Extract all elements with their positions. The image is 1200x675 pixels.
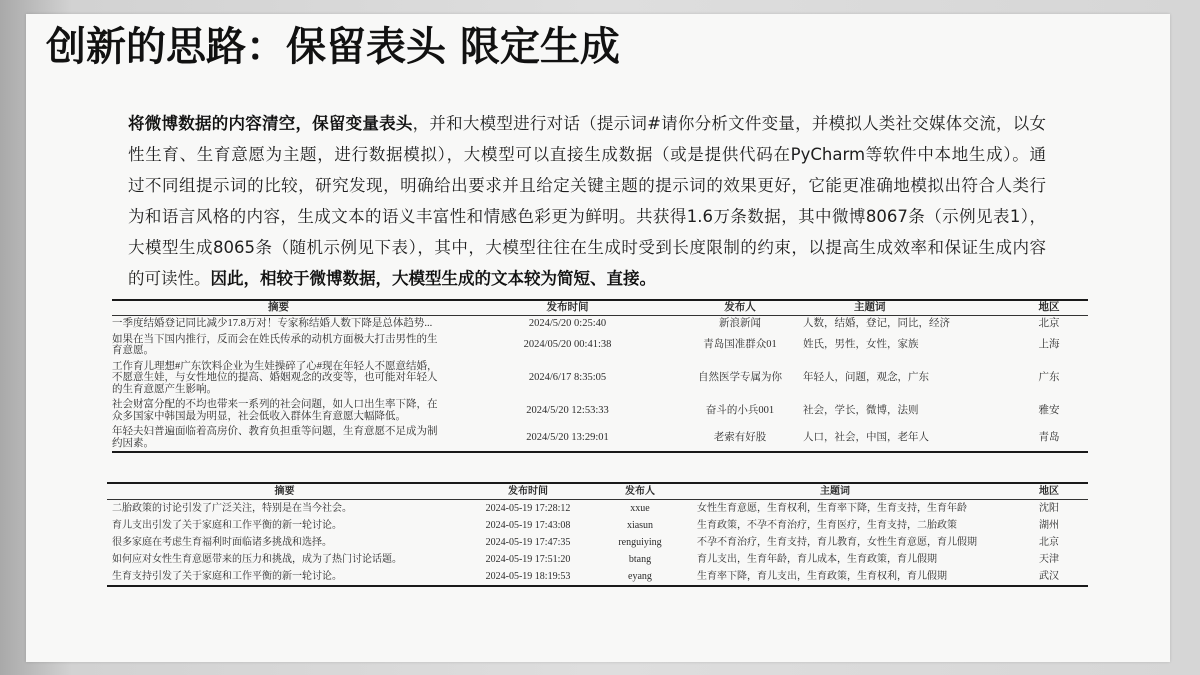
table-row: [107, 517, 1088, 534]
header-publisher: 发布人: [690, 300, 790, 316]
summary-cell: 社会财富分配的不均也带来一系列的社会问题，如人口出生率下降，在众多国家中韩国最为明显，社会低收入群体生育意愿大幅降低。: [112, 399, 438, 422]
intro-line-1: [128, 108, 1046, 139]
region-cell: 北京: [1038, 318, 1060, 329]
weibo-data-table: [112, 299, 1088, 453]
slide-title: 创新的思路：保留表头 限定生成: [46, 24, 620, 70]
intro-line-3: [128, 170, 1046, 201]
publisher-cell: renguiying: [618, 537, 662, 548]
summary-cell: 生育支持引发了关于家庭和工作平衡的新一轮讨论。: [112, 571, 342, 582]
llm-generated-data-table: [107, 482, 1088, 587]
publisher-cell: 自然医学专属为你: [698, 372, 782, 383]
region-cell: 湖州: [1039, 520, 1059, 531]
summary-cell: 年轻夫妇普遍面临着高房价、教育负担重等问题，生育意愿不足成为制约因素。: [112, 426, 438, 449]
summary-cell: 如果在当下国内推行，反而会在姓氏传承的动机方面极大打击男性的生育意愿。: [112, 333, 438, 356]
publish-time-cell: 2024-05-19 17:51:20: [485, 554, 571, 565]
keywords-cell: 人数，结婚，登记，同比，经济: [803, 318, 950, 329]
summary-cell: 一季度结婚登记同比减少17.8万对！专家称结婚人数下降是总体趋势...: [112, 318, 433, 329]
table-row: [107, 500, 1088, 518]
table-row: [112, 424, 1088, 452]
intro-line-4: [128, 201, 1046, 232]
intro-conclusion-text: 因此，相较于微博数据，大模型生成的文本较为简短、直接。: [210, 269, 656, 288]
table-header-row: [107, 483, 1088, 500]
region-cell: 天津: [1039, 554, 1059, 565]
keywords-cell: 不孕不育治疗，生育支持，育儿教育，女性生育意愿，育儿假期: [697, 537, 977, 548]
region-cell: 武汉: [1039, 571, 1059, 582]
intro-text: 大模型生成8065条（随机示例见下表），其中，大模型往往在生成时受到长度限制的约束，以提高生成效率和保证生成内容: [128, 238, 1046, 257]
summary-cell: 二胎政策的讨论引发了广泛关注，特别是在当今社会。: [112, 503, 352, 514]
keywords-cell: 人口，社会，中国，老年人: [803, 431, 929, 443]
header-region: 地区: [1010, 300, 1088, 316]
intro-emphasis-text: 将微博数据的内容清空，保留变量表头: [128, 114, 413, 133]
header-publish-time: 发布时间: [445, 300, 690, 316]
publisher-cell: 老索有好股: [713, 431, 767, 443]
intro-text: 过不同组提示词的比较，研究发现，明确给出要求并且给定关键主题的提示词的效果更好，它能更准确地模拟出符合人类行: [128, 176, 1046, 195]
publish-time-cell: 2024-05-19 18:19:53: [485, 571, 571, 582]
intro-text: 的可读性。: [128, 269, 211, 288]
publisher-cell: 奋斗的小兵001: [705, 404, 775, 416]
intro-paragraph: [128, 108, 1046, 294]
region-cell: 北京: [1039, 537, 1059, 548]
table-row: [107, 568, 1088, 586]
publisher-cell: eyang: [628, 571, 652, 582]
keywords-cell: 年轻人，问题，观念，广东: [803, 372, 929, 383]
summary-cell: 育儿支出引发了关于家庭和工作平衡的新一轮讨论。: [112, 520, 342, 531]
publisher-cell: xiasun: [626, 520, 654, 531]
summary-cell: 如何应对女性生育意愿带来的压力和挑战，成为了热门讨论话题。: [112, 554, 402, 565]
publish-time-cell: 2024/5/20 12:53:33: [526, 404, 609, 416]
header-publisher: 发布人: [594, 483, 686, 500]
intro-text: 性生育、生育意愿为主题，进行数据模拟），大模型可以直接生成数据（或是提供代码在PyCharm等软件中本地生成）。通: [128, 145, 1046, 164]
header-publish-time: 发布时间: [462, 483, 594, 500]
intro-text: ，并和大模型进行对话（提示词#请你分析文件变量，并模拟人类社交媒体交流，以女: [412, 114, 1047, 133]
intro-line-5: [128, 232, 1046, 263]
header-summary: 摘要: [112, 300, 445, 316]
region-cell: 雅安: [1038, 404, 1060, 416]
publish-time-cell: 2024-05-19 17:28:12: [485, 503, 571, 514]
keywords-cell: 生育政策，不孕不育治疗，生育医疗，生育支持，二胎政策: [697, 520, 957, 531]
region-cell: 青岛: [1038, 431, 1060, 443]
publish-time-cell: 2024-05-19 17:47:35: [485, 537, 571, 548]
publisher-cell: xxue: [630, 503, 650, 514]
region-cell: 广东: [1038, 372, 1060, 383]
summary-cell: 很多家庭在考虑生育福利时面临诸多挑战和选择。: [112, 537, 332, 548]
table-row: [112, 359, 1088, 398]
publisher-cell: btang: [628, 554, 652, 565]
publisher-cell: 新浪新闻: [719, 318, 761, 329]
publish-time-cell: 2024/5/20 0:25:40: [528, 318, 607, 329]
header-keywords: 主题词: [686, 483, 1010, 500]
intro-text: 为和语言风格的内容，生成文本的语义丰富性和情感色彩更为鲜明。共获得1.6万条数据，其中微博8067条（示例见表1），: [128, 207, 1046, 226]
table-row: [107, 551, 1088, 568]
publish-time-cell: 2024/5/20 13:29:01: [526, 431, 609, 443]
keywords-cell: 育儿支出，生育年龄，育儿成本，生育政策，育儿假期: [697, 554, 937, 565]
keywords-cell: 姓氏，男性，女性，家族: [803, 339, 919, 351]
header-region: 地区: [1010, 483, 1088, 500]
table-row: [112, 332, 1088, 359]
header-keywords: 主题词: [790, 300, 1010, 316]
keywords-cell: 生育率下降，育儿支出，生育政策，生育权利，育儿假期: [697, 571, 947, 582]
intro-line-6: [128, 263, 1046, 294]
publish-time-cell: 2024-05-19 17:43:08: [485, 520, 571, 531]
header-summary: 摘要: [107, 483, 462, 500]
table-row: [107, 534, 1088, 551]
region-cell: 沈阳: [1039, 503, 1059, 514]
table-row: [112, 316, 1088, 332]
summary-cell: 工作育儿理想#广东饮料企业为生娃操碎了心#现在年轻人不愿意结婚，不愿意生娃，与女性地位的提高、婚姻观念的改变等，也可能对年轻人的生育意愿产生影响。: [112, 360, 438, 395]
table-header-row: [112, 300, 1088, 316]
publisher-cell: 青岛国准群众01: [703, 339, 777, 351]
keywords-cell: 社会，学长，微博，法则: [803, 404, 919, 416]
publish-time-cell: 2024/05/20 00:41:38: [523, 339, 612, 351]
publish-time-cell: 2024/6/17 8:35:05: [528, 372, 607, 383]
keywords-cell: 女性生育意愿，生育权利，生育率下降，生育支持，生育年龄: [697, 503, 967, 514]
intro-line-2: [128, 139, 1046, 170]
table-row: [112, 397, 1088, 424]
region-cell: 上海: [1038, 339, 1060, 351]
